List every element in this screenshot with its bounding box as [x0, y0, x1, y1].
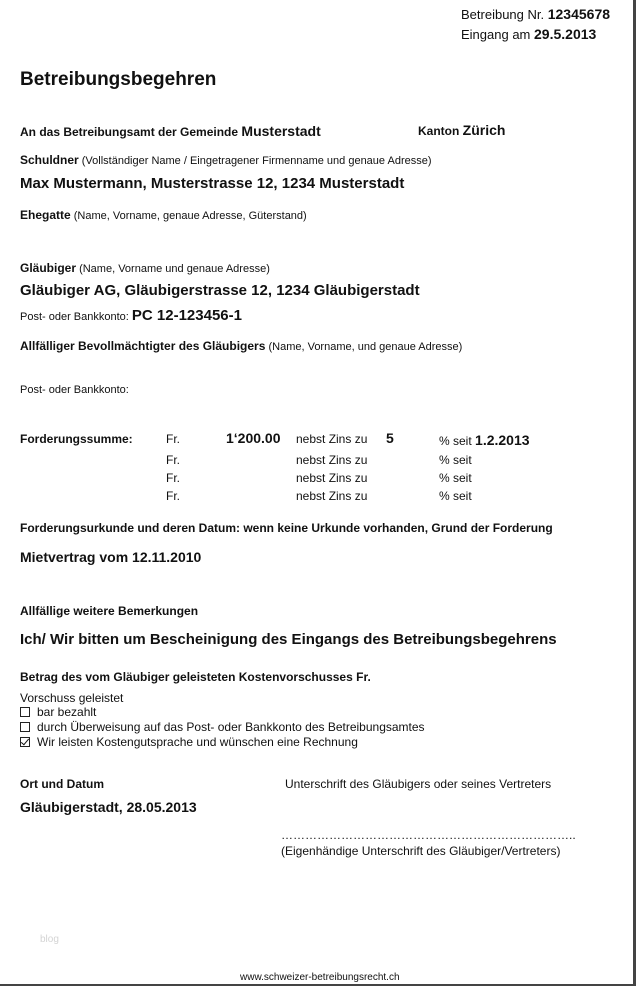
kanton-label: Kanton: [418, 124, 460, 138]
ort-datum-label: Ort und Datum: [20, 777, 104, 791]
betreibung-nr-line: [461, 6, 610, 22]
bevollmaechtigter-hint: (Name, Vorname, und genaue Adresse): [268, 341, 463, 353]
footer-url: www.schweizer-betreibungsrecht.ch: [240, 972, 400, 983]
ort-datum-value: Gläubigerstadt, 28.05.2013: [20, 799, 197, 815]
watermark: blog: [40, 934, 59, 945]
eingang-label: Eingang am: [461, 27, 531, 42]
urkunde-label: Forderungsurkunde und deren Datum: wenn keine Urkunde vorhanden, Grund der Forderung: [20, 521, 553, 535]
bevollmaechtigter-heading: [20, 339, 462, 353]
eingang-date: 29.5.2013: [534, 26, 597, 42]
amt-line: [20, 123, 321, 139]
option-label: Wir leisten Kostengutsprache und wünschen eine Rechnung: [37, 735, 358, 749]
glaeubiger-konto-label: Post- oder Bankkonto:: [20, 311, 129, 323]
glaeubiger-label: Gläubiger: [20, 261, 77, 275]
forderung-seit-label: % seit: [439, 453, 472, 467]
unterschrift-label: Unterschrift des Gläubigers oder seines Vertreters: [285, 777, 552, 791]
kanton-value: Zürich: [462, 122, 506, 138]
forderung-seit-label: % seit: [439, 471, 472, 485]
forderung-date: 1.2.2013: [475, 432, 530, 448]
ehegatte-label: Ehegatte: [20, 208, 71, 222]
glaeubiger-konto-value: PC 12-123456-1: [131, 307, 242, 324]
bemerkungen-label: Allfällige weitere Bemerkungen: [20, 604, 199, 618]
option-label: bar bezahlt: [37, 705, 97, 719]
glaeubiger-heading: [20, 261, 270, 275]
amt-gemeinde: Musterstadt: [241, 123, 321, 139]
glaeubiger-hint: (Name, Vorname und genaue Adresse): [79, 263, 270, 275]
checkbox-checked-icon[interactable]: [20, 737, 30, 747]
unterschrift-caption: (Eigenhändige Unterschrift des Gläubiger/Vertreters): [281, 844, 561, 858]
kanton-line: [418, 122, 505, 138]
forderung-label: Forderungssumme:: [20, 432, 133, 446]
vorschuss-label: Vorschuss geleistet: [20, 691, 124, 705]
checkbox-unchecked-icon[interactable]: [20, 707, 30, 717]
forderung-zins-label: nebst Zins zu: [296, 489, 368, 503]
betreibung-nr-label: Betreibung Nr.: [461, 7, 545, 22]
amt-label: An das Betreibungsamt der Gemeinde: [20, 125, 239, 139]
option-label: durch Überweisung auf das Post- oder Bankkonto des Betreibungsamtes: [37, 720, 425, 734]
glaeubiger-konto-line: [20, 307, 242, 324]
forderung-amount: 1‘200.00: [226, 430, 281, 446]
forderung-currency: Fr.: [166, 432, 180, 446]
forderung-zins-label: nebst Zins zu: [296, 453, 368, 467]
unterschrift-line: ………………………………………………………………..: [281, 828, 576, 842]
ehegatte-heading: [20, 208, 307, 222]
checkbox-unchecked-icon[interactable]: [20, 722, 30, 732]
forderung-rate: 5: [386, 430, 394, 446]
schuldner-label: Schuldner: [20, 153, 79, 167]
option-bar-bezahlt[interactable]: [20, 705, 96, 719]
eingang-line: [461, 26, 596, 42]
bevollmaechtigter-konto-label: Post- oder Bankkonto:: [20, 384, 129, 396]
betreibung-nr-value: 12345678: [547, 6, 611, 22]
bevollmaechtigter-label: Allfälliger Bevollmächtigter des Gläubigers: [20, 339, 266, 353]
forderung-currency: Fr.: [166, 489, 180, 503]
bemerkungen-value: Ich/ Wir bitten um Bescheinigung des Eingangs des Betreibungsbegehrens: [20, 631, 557, 648]
forderung-seit-label: % seit: [439, 489, 472, 503]
schuldner-hint: (Vollständiger Name / Eingetragener Firmenname und genaue Adresse): [81, 155, 432, 167]
forderung-zins-label: nebst Zins zu: [296, 471, 368, 485]
urkunde-value: Mietvertrag vom 12.11.2010: [20, 549, 202, 565]
schuldner-heading: [20, 153, 432, 167]
kostenvorschuss-label: Betrag des vom Gläubiger geleisteten Kostenvorschusses Fr.: [20, 670, 371, 684]
schuldner-value: Max Mustermann, Musterstrasse 12, 1234 Musterstadt: [20, 175, 405, 192]
forderung-seit-label: % seit: [439, 434, 472, 448]
page-title: Betreibungsbegehren: [20, 69, 217, 90]
forderung-currency: Fr.: [166, 453, 180, 467]
forderung-seit-line: [439, 432, 530, 448]
ehegatte-hint: (Name, Vorname, genaue Adresse, Güterstand): [73, 210, 307, 222]
option-kostengutsprache[interactable]: [20, 735, 358, 749]
forderung-currency: Fr.: [166, 471, 180, 485]
option-ueberweisung[interactable]: [20, 720, 425, 734]
glaeubiger-value: Gläubiger AG, Gläubigerstrasse 12, 1234 Gläubigerstadt: [20, 282, 420, 299]
forderung-zins-label: nebst Zins zu: [296, 432, 368, 446]
